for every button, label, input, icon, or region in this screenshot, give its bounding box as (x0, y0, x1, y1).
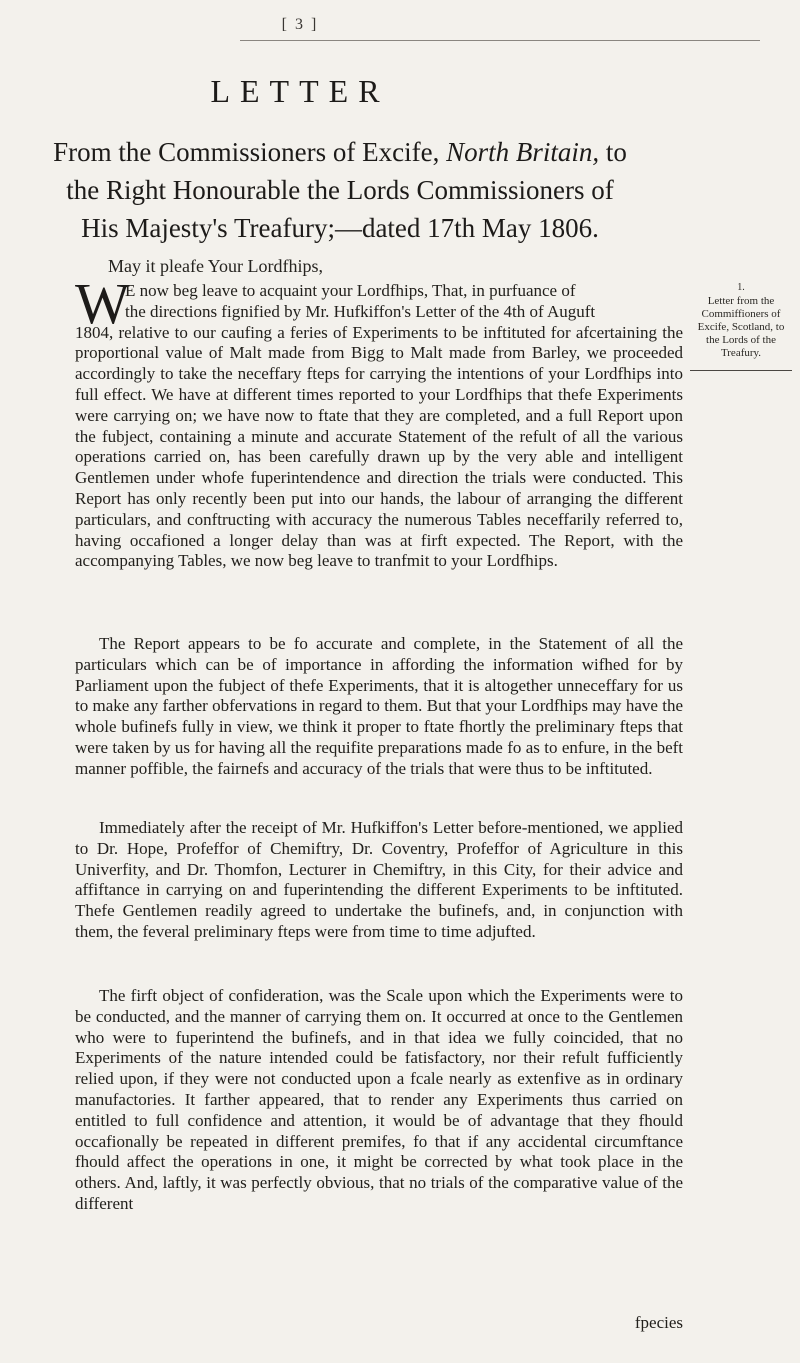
margin-note-text: Letter from the Commiffioners of Excife, Scotland, to the Lords of the Treafury. (697, 295, 785, 359)
subtitle-place: North Britain, (446, 137, 600, 167)
margin-note-bracket (690, 364, 792, 374)
top-rule (240, 40, 760, 41)
margin-note (690, 281, 792, 374)
subtitle-line-1 (30, 133, 650, 171)
paragraph-1-rest: 1804, relative to our caufing a feries of Experiments to be inftituted for afcertaining the proportional value of Malt made from Bigg to Malt made from Barley, we proceeded accordingly to take the neceffary fteps for carrying the intentions of your Lordfhips into full effect. We have at different times reported to your Lordfhips that thefe Experiments were carrying on; we have now to ftate that they are completed, and a full Report upon the fubject, containing a minute and accurate Statement of the refult of all the various operations carried on, has been carefully drawn up by the very able and intelligent Gentlemen under whofe fuperintendence and direction the trials were conducted. This Report has only recently been put into our hands, the labour of arranging the different particulars, and conftructing with accuracy the numerous Tables neceffarily referred to, having occafioned a longer delay than was at firft expected. The Report, with the accompanying Tables, we now beg leave to tranfmit to your Lordfhips. (75, 322, 683, 571)
subtitle-line-1-b: to (599, 137, 627, 167)
document-subtitle (30, 133, 650, 247)
salutation: May it pleafe Your Lordfhips, (108, 256, 323, 276)
paragraph-2: The Report appears to be fo accurate and complete, in the Statement of all the particulars which can be of importance in affording the information wifhed for by Parliament upon the fubject of thefe Experiments, that it is altogether unneceffary for us to make any farther obfervations in regard to them. But that your Lordfhips may have the whole bufinefs fully in view, we think it proper to ftate fhortly the preliminary fteps that were taken by us for having all the requifite preparations made fo as to enfure, in the beft manner poffible, the fairnefs and accuracy of the trials that were thus to be inftituted. (75, 634, 683, 778)
page-number: [ 3 ] (281, 16, 319, 33)
subtitle-line-3: His Majesty's Treafury;—dated 17th May 1806. (81, 213, 599, 243)
paragraph-1 (75, 281, 683, 572)
paragraph-1-line-2: the directions fignified by Mr. Hufkiffon's Letter of the 4th of Auguft (125, 301, 596, 321)
paragraph-1-line-1: E now beg leave to acquaint your Lordfhips, That, in purfuance of (125, 281, 576, 300)
document-title: LETTER (210, 73, 390, 109)
drop-cap: W (75, 271, 130, 336)
subtitle-line-2: the Right Honourable the Lords Commissioners of (66, 175, 614, 205)
margin-note-number: 1. (737, 282, 745, 293)
subtitle-line-1-a: From the Commissioners of Excife, (53, 137, 447, 167)
paragraph-3: Immediately after the receipt of Mr. Hufkiffon's Letter before-mentioned, we applied to Dr. Hope, Profeffor of Chemiftry, Dr. Coventry, Profeffor of Agriculture in this Univerfity, and Dr. Thomfon, Lecturer in Chemiftry, in this City, for their advice and affiftance in carrying on and fuperintending the different Experiments to be inftituted. Thefe Gentlemen readily agreed to undertake the bufinefs, and, in conjunction with them, the feveral preliminary fteps were from time to time adjufted. (75, 818, 683, 941)
paragraph-4: The firft object of confideration, was the Scale upon which the Experiments were to be conducted, and the manner of carrying them on. It occurred at once to the Gentlemen who were to fuperintend the bufinefs, and in that idea we fully coincided, that no Experiments of the nature intended could be fatisfactory, nor their refult fufficiently relied upon, if they were not conducted upon a fcale nearly as extenfive as in ordinary manufactories. It farther appeared, that to render any Experiments thus carried on entitled to full confidence and attention, it would be of advantage that they fhould occafionally be repeated in different premifes, fo that if any accidental circumftance fhould affect the operations in one, it might be corrected by what took place in the others. And, laftly, it was perfectly obvious, that no trials of the comparative value of the different (75, 986, 683, 1213)
catchword: fpecies (634, 1313, 683, 1332)
